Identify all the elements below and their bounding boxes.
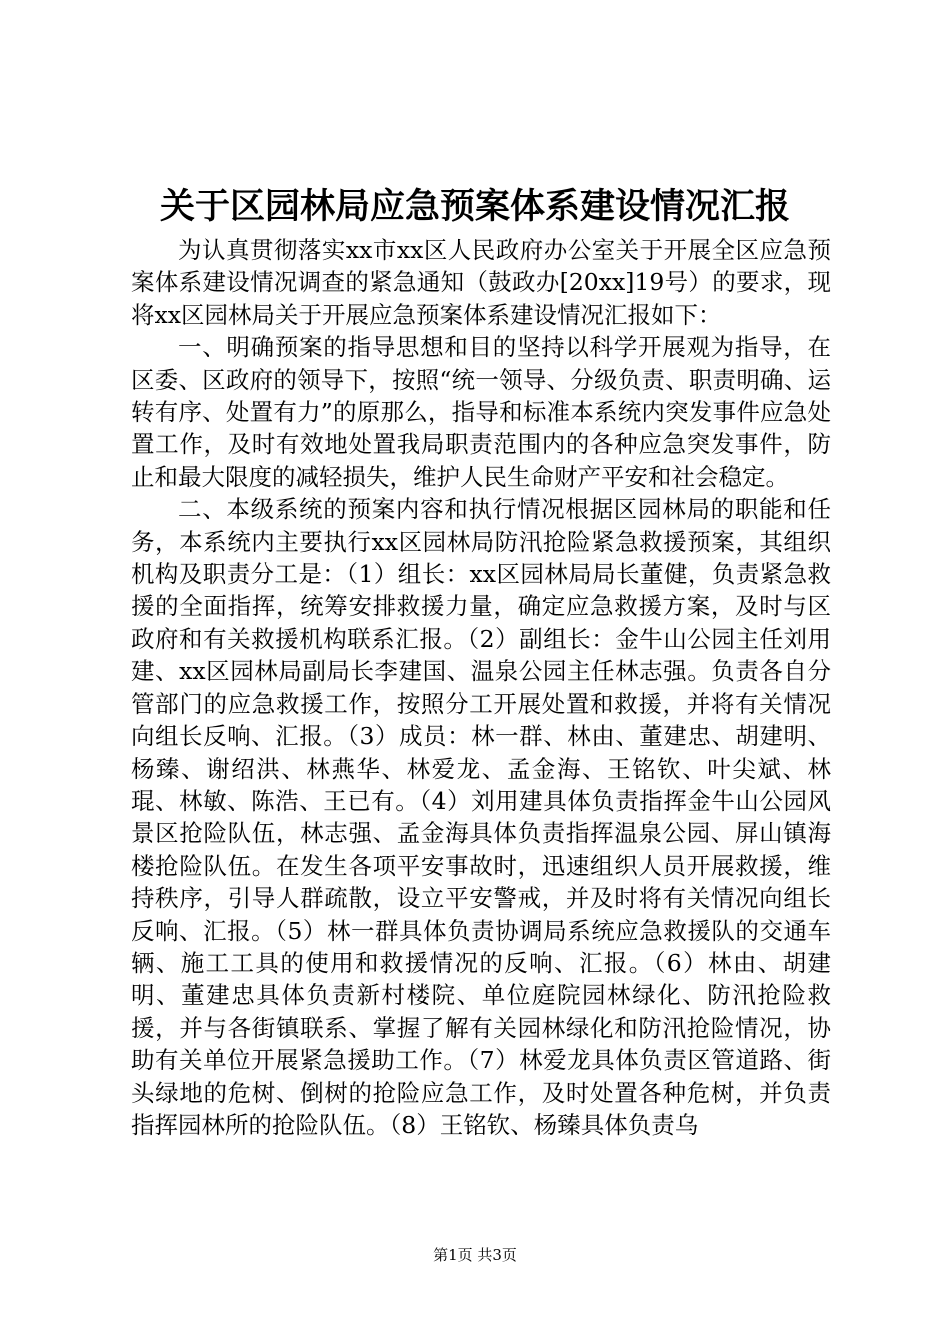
document-body (131, 234, 831, 1141)
paragraph-section-1: 一、明确预案的指导思想和目的坚持以科学开展观为指导，在区委、区政府的领导下，按照“统一领导、分级负责、职责明确、运转有序、处置有力”的原那么，指导和标准本系统内突发事件应急处置工作，及时有效地处置我局职责范围内的各种应急突发事件，防止和最大限度的减轻损失，维护人民生命财产平安和社会稳定。 (131, 333, 831, 491)
paragraph-section-2: 二、本级系统的预案内容和执行情况根据区园林局的职能和任务，本系统内主要执行xx区园林局防汛抢险紧急救援预案，其组织机构及职责分工是：（1）组长：xx区园林局局长董健，负责紧急救援的全面指挥，统筹安排救援力量，确定应急救援方案，及时与区政府和有关救援机构联系汇报。（2）副组长：金牛山公园主任刘用建、xx区园林局副局长李建国、温泉公园主任林志强。负责各自分管部门的应急救援工作，按照分工开展处置和救援，并将有关情况向组长反响、汇报。（3）成员：林一群、林由、董建忠、胡建明、杨臻、谢绍洪、林燕华、林爱龙、孟金海、王铭钦、叶尖斌、林琨、林敏、陈浩、王已有。（4）刘用建具体负责指挥金牛山公园风景区抢险队伍，林志强、孟金海具体负责指挥温泉公园、屏山镇海楼抢险队伍。在发生各项平安事故时，迅速组织人员开展救援，维持秩序，引导人群疏散，设立平安警戒，并及时将有关情况向组长反响、汇报。（5）林一群具体负责协调局系统应急救援队的交通车辆、施工工具的使用和救援情况的反响、汇报。（6）林由、胡建明、董建忠具体负责新村楼院、单位庭院园林绿化、防汛抢险救援，并与各街镇联系、掌握了解有关园林绿化和防汛抢险情况，协助有关单位开展紧急援助工作。（7）林爱龙具体负责区管道路、街头绿地的危树、倒树的抢险应急工作，及时处置各种危树，并负责指挥园林所的抢险队伍。（8）王铭钦、杨臻具体负责乌 (131, 495, 831, 1139)
document-title: 关于区园林局应急预案体系建设情况汇报 (159, 186, 790, 227)
page-footer: 第1页 共3页 (433, 1246, 517, 1264)
paragraph-intro: 为认真贯彻落实xx市xx区人民政府办公室关于开展全区应急预案体系建设情况调查的紧急通知（鼓政办[20xx]19号）的要求，现将xx区园林局关于开展应急预案体系建设情况汇报如下： (131, 236, 831, 329)
